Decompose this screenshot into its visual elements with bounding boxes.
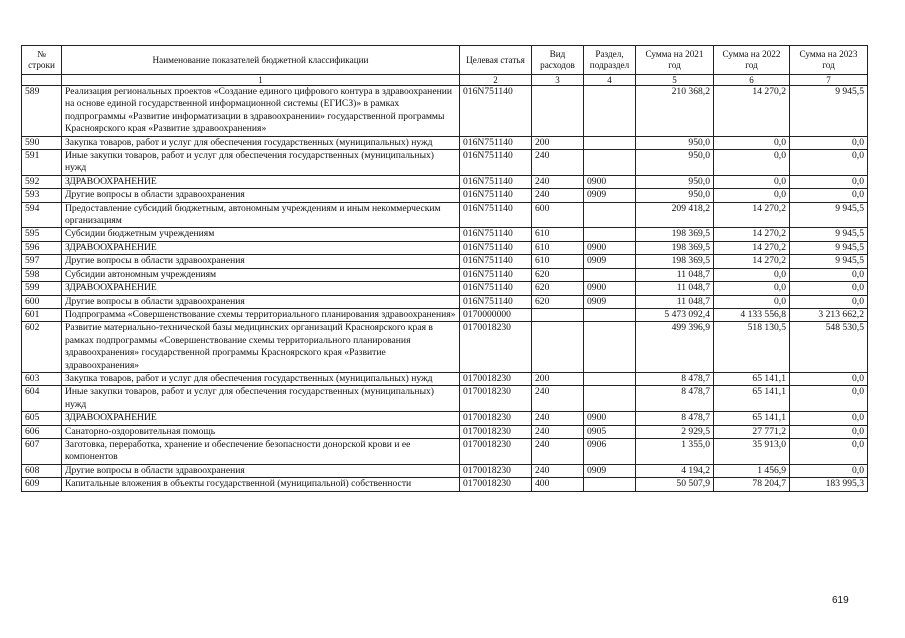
amount-2021: 8 478,7: [636, 386, 714, 412]
amount-2022: 0,0: [714, 268, 790, 281]
target-article: 016N751140: [460, 228, 532, 241]
header-2021: Сумма на 2021 год: [636, 46, 714, 75]
section-code: [584, 136, 636, 149]
row-number: 600: [22, 295, 62, 308]
expense-type: 240: [532, 175, 584, 188]
amount-2022: 35 913,0: [714, 438, 790, 464]
row-number: 602: [22, 322, 62, 373]
amount-2023: 3 213 662,2: [790, 308, 868, 321]
table-row: [22, 86, 868, 137]
amount-2023: 9 945,5: [790, 86, 868, 137]
expense-type: 600: [532, 202, 584, 228]
column-number: [22, 75, 62, 86]
amount-2023: 9 945,5: [790, 228, 868, 241]
target-article: 016N751140: [460, 189, 532, 202]
row-name: Санаторно-оздоровительная помощь: [62, 425, 460, 438]
amount-2021: 8 478,7: [636, 372, 714, 385]
amount-2023: 9 945,5: [790, 241, 868, 254]
table-row: [22, 438, 868, 464]
table-row: [22, 478, 868, 491]
table-row: [22, 228, 868, 241]
amount-2021: 209 418,2: [636, 202, 714, 228]
row-number: 595: [22, 228, 62, 241]
target-article: 016N751140: [460, 202, 532, 228]
table-row: [22, 412, 868, 425]
section-code: 0900: [584, 412, 636, 425]
table-row: [22, 295, 868, 308]
amount-2022: 65 141,1: [714, 386, 790, 412]
amount-2021: 5 473 092,4: [636, 308, 714, 321]
amount-2022: 65 141,1: [714, 412, 790, 425]
header-vid: Вид расходов: [532, 46, 584, 75]
table-row: [22, 425, 868, 438]
section-code: [584, 86, 636, 137]
section-code: [584, 322, 636, 373]
row-number: 608: [22, 464, 62, 477]
amount-2022: 14 270,2: [714, 241, 790, 254]
expense-type: 240: [532, 150, 584, 176]
row-number: 597: [22, 255, 62, 268]
amount-2023: 0,0: [790, 268, 868, 281]
section-code: [584, 372, 636, 385]
table-row: [22, 136, 868, 149]
section-code: 0900: [584, 241, 636, 254]
section-code: [584, 228, 636, 241]
expense-type: 240: [532, 189, 584, 202]
table-body: [22, 86, 868, 492]
table-row: [22, 282, 868, 295]
target-article: 0170018230: [460, 425, 532, 438]
table-row: [22, 255, 868, 268]
amount-2023: 0,0: [790, 372, 868, 385]
expense-type: 610: [532, 255, 584, 268]
row-name: Иные закупки товаров, работ и услуг для обеспечения государственных (муниципальных) нужд: [62, 150, 460, 176]
amount-2023: 9 945,5: [790, 202, 868, 228]
section-code: [584, 150, 636, 176]
section-code: [584, 308, 636, 321]
amount-2023: 0,0: [790, 282, 868, 295]
section-code: 0909: [584, 255, 636, 268]
header-2023: Сумма на 2023 год: [790, 46, 868, 75]
amount-2022: 0,0: [714, 150, 790, 176]
header-target: Целевая статья: [460, 46, 532, 75]
expense-type: 240: [532, 438, 584, 464]
amount-2023: 0,0: [790, 412, 868, 425]
target-article: 0170018230: [460, 438, 532, 464]
amount-2022: 0,0: [714, 136, 790, 149]
amount-2021: 11 048,7: [636, 268, 714, 281]
amount-2021: 950,0: [636, 136, 714, 149]
table-row: [22, 189, 868, 202]
header-2022: Сумма на 2022 год: [714, 46, 790, 75]
expense-type: [532, 308, 584, 321]
row-name: ЗДРАВООХРАНЕНИЕ: [62, 175, 460, 188]
amount-2021: 11 048,7: [636, 282, 714, 295]
header-name: Наименование показателей бюджетной классификации: [62, 46, 460, 75]
amount-2022: 0,0: [714, 295, 790, 308]
budget-table: [21, 45, 868, 492]
expense-type: [532, 322, 584, 373]
expense-type: 620: [532, 295, 584, 308]
section-code: 0909: [584, 295, 636, 308]
column-number: 1: [62, 75, 460, 86]
row-name: Другие вопросы в области здравоохранения: [62, 189, 460, 202]
amount-2023: 9 945,5: [790, 255, 868, 268]
row-name: Закупка товаров, работ и услуг для обеспечения государственных (муниципальных) нужд: [62, 372, 460, 385]
amount-2021: 1 355,0: [636, 438, 714, 464]
amount-2021: 4 194,2: [636, 464, 714, 477]
row-number: 596: [22, 241, 62, 254]
target-article: 016N751140: [460, 255, 532, 268]
target-article: 0170018230: [460, 464, 532, 477]
expense-type: 400: [532, 478, 584, 491]
expense-type: 200: [532, 372, 584, 385]
row-name: Капитальные вложения в объекты государственной (муниципальной) собственности: [62, 478, 460, 491]
amount-2021: 198 369,5: [636, 241, 714, 254]
section-code: [584, 478, 636, 491]
row-number: 599: [22, 282, 62, 295]
row-number: 604: [22, 386, 62, 412]
table-row: [22, 202, 868, 228]
row-number: 592: [22, 175, 62, 188]
row-name: ЗДРАВООХРАНЕНИЕ: [62, 412, 460, 425]
row-number: 594: [22, 202, 62, 228]
table-row: [22, 175, 868, 188]
header-row: [22, 46, 868, 75]
amount-2023: 0,0: [790, 150, 868, 176]
amount-2022: 0,0: [714, 282, 790, 295]
amount-2023: 0,0: [790, 136, 868, 149]
page-number: 619: [832, 595, 849, 606]
column-number-row: [22, 75, 868, 86]
table-row: [22, 372, 868, 385]
target-article: 016N751140: [460, 150, 532, 176]
row-number: 590: [22, 136, 62, 149]
target-article: 016N751140: [460, 136, 532, 149]
expense-type: 240: [532, 464, 584, 477]
amount-2022: 14 270,2: [714, 228, 790, 241]
amount-2023: 183 995,3: [790, 478, 868, 491]
section-code: 0900: [584, 175, 636, 188]
row-number: 601: [22, 308, 62, 321]
amount-2021: 2 929,5: [636, 425, 714, 438]
table-row: [22, 464, 868, 477]
target-article: 016N751140: [460, 295, 532, 308]
expense-type: 240: [532, 425, 584, 438]
row-number: 591: [22, 150, 62, 176]
row-name: Иные закупки товаров, работ и услуг для обеспечения государственных (муниципальных) нужд: [62, 386, 460, 412]
header-razdel: Раздел, подраздел: [584, 46, 636, 75]
table-row: [22, 308, 868, 321]
amount-2021: 950,0: [636, 175, 714, 188]
target-article: 0170018230: [460, 372, 532, 385]
amount-2022: 14 270,2: [714, 202, 790, 228]
row-number: 593: [22, 189, 62, 202]
amount-2022: 4 133 556,8: [714, 308, 790, 321]
row-name: ЗДРАВООХРАНЕНИЕ: [62, 241, 460, 254]
expense-type: 240: [532, 386, 584, 412]
amount-2023: 0,0: [790, 189, 868, 202]
section-code: 0900: [584, 282, 636, 295]
amount-2023: 0,0: [790, 175, 868, 188]
amount-2022: 14 270,2: [714, 255, 790, 268]
section-code: 0909: [584, 464, 636, 477]
target-article: 016N751140: [460, 86, 532, 137]
amount-2022: 27 771,2: [714, 425, 790, 438]
column-number: 5: [636, 75, 714, 86]
row-name: Заготовка, переработка, хранение и обеспечение безопасности донорской крови и ее компонентов: [62, 438, 460, 464]
section-code: [584, 202, 636, 228]
table-row: [22, 150, 868, 176]
amount-2021: 198 369,5: [636, 228, 714, 241]
row-number: 607: [22, 438, 62, 464]
amount-2023: 0,0: [790, 295, 868, 308]
row-name: Реализация региональных проектов «Создание единого цифрового контура в здравоохранении на основе единой государственной информационной системы (ЕГИСЗ)» в рамках подпрограммы «Развитие информатизации в здравоохранении» государственной программы Красноярского края «Развитие здравоохранения»: [62, 86, 460, 137]
amount-2022: 65 141,1: [714, 372, 790, 385]
row-name: ЗДРАВООХРАНЕНИЕ: [62, 282, 460, 295]
amount-2021: 210 368,2: [636, 86, 714, 137]
table-row: [22, 322, 868, 373]
row-name: Закупка товаров, работ и услуг для обеспечения государственных (муниципальных) нужд: [62, 136, 460, 149]
amount-2022: 0,0: [714, 175, 790, 188]
amount-2022: 14 270,2: [714, 86, 790, 137]
amount-2021: 11 048,7: [636, 295, 714, 308]
amount-2023: 0,0: [790, 438, 868, 464]
target-article: 0170018230: [460, 478, 532, 491]
amount-2023: 0,0: [790, 386, 868, 412]
row-number: 605: [22, 412, 62, 425]
amount-2022: 518 130,5: [714, 322, 790, 373]
amount-2023: 548 530,5: [790, 322, 868, 373]
row-name: Предоставление субсидий бюджетным, автономным учреждениям и иным некоммерческим организациям: [62, 202, 460, 228]
target-article: 0170000000: [460, 308, 532, 321]
row-name: Другие вопросы в области здравоохранения: [62, 295, 460, 308]
row-name: Подпрограмма «Совершенствование схемы территориального планирования здравоохранения»: [62, 308, 460, 321]
target-article: 0170018230: [460, 386, 532, 412]
target-article: 016N751140: [460, 282, 532, 295]
table-row: [22, 268, 868, 281]
amount-2021: 950,0: [636, 150, 714, 176]
amount-2023: 0,0: [790, 464, 868, 477]
row-number: 606: [22, 425, 62, 438]
target-article: 0170018230: [460, 412, 532, 425]
row-name: Субсидии автономным учреждениям: [62, 268, 460, 281]
section-code: 0909: [584, 189, 636, 202]
target-article: 016N751140: [460, 241, 532, 254]
section-code: [584, 386, 636, 412]
amount-2021: 950,0: [636, 189, 714, 202]
section-code: [584, 268, 636, 281]
amount-2021: 8 478,7: [636, 412, 714, 425]
header-row-no: № строки: [22, 46, 62, 75]
amount-2022: 1 456,9: [714, 464, 790, 477]
row-name: Развитие материально-технической базы медицинских организаций Красноярского края в рамках подпрограммы «Совершенствование схемы территориального планирования здравоохранения» государственной программы Красноярского края «Развитие здравоохранения»: [62, 322, 460, 373]
table-row: [22, 386, 868, 412]
expense-type: 610: [532, 228, 584, 241]
amount-2021: 499 396,9: [636, 322, 714, 373]
row-number: 598: [22, 268, 62, 281]
section-code: 0905: [584, 425, 636, 438]
expense-type: [532, 86, 584, 137]
expense-type: 240: [532, 412, 584, 425]
target-article: 016N751140: [460, 175, 532, 188]
column-number: 6: [714, 75, 790, 86]
expense-type: 620: [532, 268, 584, 281]
column-number: 2: [460, 75, 532, 86]
row-number: 589: [22, 86, 62, 137]
expense-type: 200: [532, 136, 584, 149]
amount-2022: 78 204,7: [714, 478, 790, 491]
column-number: 3: [532, 75, 584, 86]
row-name: Другие вопросы в области здравоохранения: [62, 464, 460, 477]
amount-2023: 0,0: [790, 425, 868, 438]
column-number: 7: [790, 75, 868, 86]
target-article: 016N751140: [460, 268, 532, 281]
row-name: Другие вопросы в области здравоохранения: [62, 255, 460, 268]
column-number: 4: [584, 75, 636, 86]
amount-2021: 50 507,9: [636, 478, 714, 491]
target-article: 0170018230: [460, 322, 532, 373]
expense-type: 610: [532, 241, 584, 254]
amount-2021: 198 369,5: [636, 255, 714, 268]
section-code: 0906: [584, 438, 636, 464]
table-row: [22, 241, 868, 254]
row-number: 609: [22, 478, 62, 491]
expense-type: 620: [532, 282, 584, 295]
amount-2022: 0,0: [714, 189, 790, 202]
row-number: 603: [22, 372, 62, 385]
row-name: Субсидии бюджетным учреждениям: [62, 228, 460, 241]
